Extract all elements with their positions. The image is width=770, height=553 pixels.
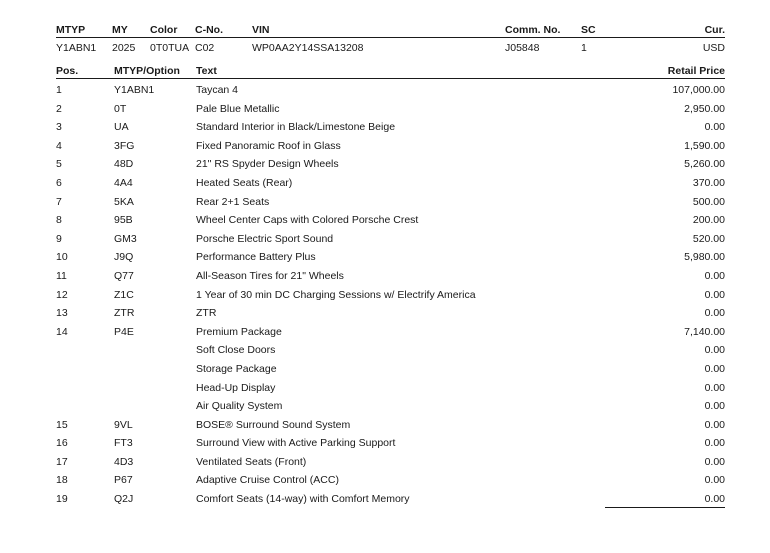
column-sc: SC — [581, 24, 596, 36]
row-option-code: Q2J — [114, 493, 134, 506]
row-retail-price: 0.00 — [704, 307, 725, 320]
row-retail-price: 7,140.00 — [684, 325, 725, 338]
row-text: Adaptive Cruise Control (ACC) — [196, 474, 339, 487]
row-text: Heated Seats (Rear) — [196, 176, 293, 189]
row-retail-price: 0.00 — [704, 344, 725, 357]
row-pos: 5 — [56, 158, 62, 171]
row-retail-price: 0.00 — [704, 288, 725, 301]
row-text: All-Season Tires for 21" Wheels — [196, 269, 344, 282]
table-row — [56, 211, 725, 230]
row-text: Taycan 4 — [196, 84, 239, 96]
row-retail-price: 1,590.00 — [684, 139, 725, 152]
row-pos: 12 — [56, 288, 68, 301]
row-option-code: ZTR — [114, 307, 135, 320]
row-text: Soft Close Doors — [196, 344, 276, 357]
row-pos: 1 — [56, 84, 62, 96]
row-pos: 11 — [56, 269, 67, 282]
table-row — [56, 100, 725, 119]
row-option-code: J9Q — [114, 251, 134, 264]
row-retail-price: 0.00 — [605, 491, 725, 508]
row-retail-price: 0.00 — [704, 381, 725, 394]
row-text: 21" RS Spyder Design Wheels — [196, 158, 339, 171]
row-option-code: P4E — [114, 325, 134, 338]
row-option-code: 4D3 — [114, 455, 134, 468]
column-vin: VIN — [252, 24, 270, 36]
column-mtyp: MTYP — [56, 24, 86, 36]
table-row — [56, 230, 725, 249]
column-currency: Cur. — [704, 24, 725, 36]
row-pos: 4 — [56, 139, 62, 152]
table-row — [56, 155, 725, 174]
table-row — [56, 137, 725, 156]
row-text: Performance Battery Plus — [196, 251, 316, 264]
row-retail-price: 0.00 — [704, 474, 725, 487]
table-row — [56, 267, 725, 286]
row-retail-price: 0.00 — [704, 455, 725, 468]
table-row — [56, 118, 725, 137]
row-option-code: 4A4 — [114, 176, 133, 189]
row-pos: 14 — [56, 325, 68, 338]
column-option: MTYP/Option — [114, 65, 180, 77]
row-retail-price: 0.00 — [704, 362, 725, 375]
row-text: Surround View with Active Parking Support — [196, 437, 396, 450]
options-table-header — [56, 64, 725, 79]
column-retail-price: Retail Price — [667, 65, 725, 77]
row-option-code: 5KA — [114, 195, 134, 208]
table-row — [56, 434, 725, 453]
column-c-no: C-No. — [195, 24, 223, 36]
column-color: Color — [150, 24, 178, 36]
table-row — [56, 304, 725, 323]
row-option-code: FT3 — [114, 437, 133, 450]
row-retail-price: 200.00 — [692, 214, 725, 227]
column-comm-no: Comm. No. — [505, 24, 561, 36]
row-pos: 16 — [56, 437, 68, 450]
row-pos: 9 — [56, 232, 62, 245]
row-text: Wheel Center Caps with Colored Porsche Crest — [196, 214, 419, 227]
row-pos: 19 — [56, 493, 68, 506]
row-pos: 6 — [56, 176, 62, 189]
table-row — [56, 286, 725, 305]
row-option-code: Y1ABN1 — [114, 84, 155, 96]
table-row — [56, 397, 725, 416]
table-row — [56, 341, 725, 360]
table-row — [56, 81, 725, 100]
row-text: Comfort Seats (14-way) with Comfort Memory — [196, 493, 410, 506]
row-text: Head-Up Display — [196, 381, 276, 394]
row-retail-price: 0.00 — [704, 418, 725, 431]
row-option-code: 9VL — [114, 418, 133, 431]
row-option-code: 95B — [114, 214, 133, 227]
row-text: 1 Year of 30 min DC Charging Sessions w/ Electrify America — [196, 288, 476, 301]
row-retail-price: 0.00 — [704, 400, 725, 413]
table-row — [56, 174, 725, 193]
row-text: ZTR — [196, 307, 217, 320]
value-sc: 1 — [581, 42, 587, 54]
row-text: Fixed Panoramic Roof in Glass — [196, 139, 341, 152]
row-retail-price: 0.00 — [704, 121, 725, 134]
row-text: Pale Blue Metallic — [196, 102, 280, 115]
row-pos: 7 — [56, 195, 62, 208]
row-retail-price: 370.00 — [692, 176, 725, 189]
row-option-code: UA — [114, 121, 129, 134]
row-text: Porsche Electric Sport Sound — [196, 232, 334, 245]
row-option-code: Z1C — [114, 288, 134, 301]
vehicle-order-document — [56, 23, 725, 509]
vehicle-header-columns — [56, 23, 725, 38]
row-pos: 8 — [56, 214, 62, 227]
row-option-code: 48D — [114, 158, 134, 171]
column-text: Text — [196, 65, 217, 77]
value-currency: USD — [702, 42, 725, 54]
vehicle-header-values — [56, 38, 725, 59]
row-retail-price: 5,260.00 — [684, 158, 725, 171]
row-pos: 17 — [56, 455, 68, 468]
value-c-no: C02 — [195, 42, 215, 54]
table-row — [56, 490, 725, 509]
row-text: BOSE® Surround Sound System — [196, 418, 351, 431]
row-pos: 13 — [56, 307, 68, 320]
row-option-code: P67 — [114, 474, 133, 487]
row-retail-price: 107,000.00 — [672, 84, 725, 96]
row-text: Storage Package — [196, 362, 277, 375]
value-mtyp: Y1ABN1 — [56, 42, 97, 54]
row-option-code: GM3 — [114, 232, 137, 245]
row-pos: 10 — [56, 251, 68, 264]
row-text: Premium Package — [196, 325, 282, 338]
row-retail-price: 520.00 — [692, 232, 725, 245]
row-retail-price: 500.00 — [692, 195, 725, 208]
table-row — [56, 471, 725, 490]
value-my: 2025 — [112, 42, 136, 54]
row-pos: 15 — [56, 418, 68, 431]
row-pos: 3 — [56, 121, 62, 134]
table-row — [56, 379, 725, 398]
row-pos: 2 — [56, 102, 62, 115]
table-row — [56, 453, 725, 472]
row-text: Ventilated Seats (Front) — [196, 455, 307, 468]
row-option-code: Q77 — [114, 269, 134, 282]
column-my: MY — [112, 24, 128, 36]
row-retail-price: 0.00 — [704, 269, 725, 282]
options-table-body — [56, 81, 725, 509]
row-retail-price: 2,950.00 — [684, 102, 725, 115]
table-row — [56, 323, 725, 342]
table-row — [56, 248, 725, 267]
row-option-code: 3FG — [114, 139, 135, 152]
row-retail-price: 5,980.00 — [684, 251, 725, 264]
row-text: Rear 2+1 Seats — [196, 195, 270, 208]
row-pos: 18 — [56, 474, 68, 487]
column-pos: Pos. — [56, 65, 79, 77]
value-color: 0T0TUA — [150, 42, 190, 54]
row-option-code: 0T — [114, 102, 127, 115]
table-row — [56, 360, 725, 379]
row-text: Air Quality System — [196, 400, 283, 413]
value-vin: WP0AA2Y14SSA13208 — [252, 42, 364, 54]
value-comm-no: J05848 — [505, 42, 540, 54]
row-text: Standard Interior in Black/Limestone Beige — [196, 121, 396, 134]
table-row — [56, 416, 725, 435]
row-retail-price: 0.00 — [704, 437, 725, 450]
table-row — [56, 193, 725, 212]
